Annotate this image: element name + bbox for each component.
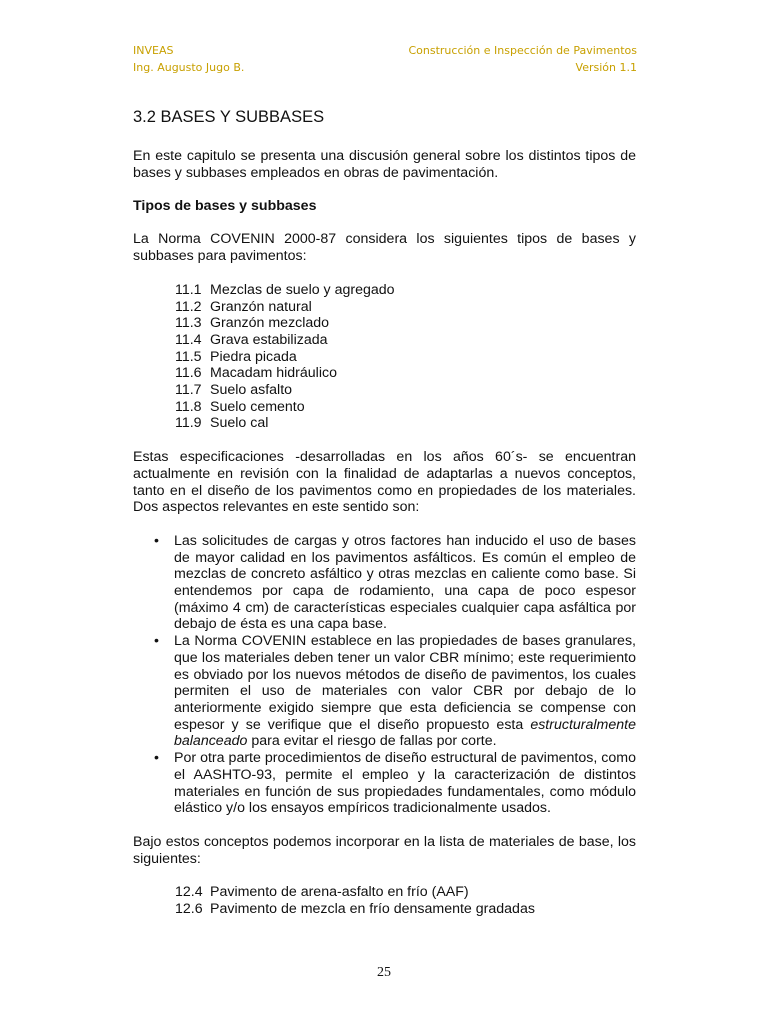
item-label: Suelo cal bbox=[210, 415, 269, 432]
header-doc-title: Construcción e Inspección de Pavimentos bbox=[408, 44, 637, 57]
item-label: Mezclas de suelo y agregado bbox=[210, 281, 395, 298]
item-number: 11.3 bbox=[175, 315, 202, 332]
list-item bbox=[175, 415, 636, 432]
bullet-text: La Norma COVENIN establece en las propiedades de bases granulares, que los materiales deben tener un valor CBR mínimo; este requerimiento es obviado por los nuevos métodos de diseño de pavimentos, los cuales permiten el uso de materiales con valor CBR por debajo de lo anteriormente exigido siempre que esta deficiencia se compense con espesor y se verifique que el diseño propuesto esta bbox=[174, 633, 636, 733]
norma-paragraph: La Norma COVENIN 2000-87 considera los siguientes tipos de bases y subbases para pavimentos: bbox=[133, 231, 636, 265]
header-right bbox=[408, 42, 637, 76]
item-label: Granzón natural bbox=[210, 298, 312, 315]
item-label: Pavimento de arena-asfalto en frío (AAF) bbox=[210, 884, 469, 901]
item-label: Macadam hidráulico bbox=[210, 365, 337, 382]
item-number: 12.6 bbox=[175, 901, 203, 918]
item-number: 11.4 bbox=[175, 331, 202, 348]
bullet-icon: • bbox=[154, 750, 159, 767]
list-item bbox=[175, 365, 636, 382]
list-item bbox=[175, 282, 636, 299]
item-label: Grava estabilizada bbox=[210, 331, 328, 348]
item-label: Suelo cemento bbox=[210, 398, 305, 415]
page-number: 25 bbox=[377, 965, 391, 980]
bullet-text: Las solicitudes de cargas y otros factores han inducido el uso de bases de mayor calidad en los pavimentos asfálticos. Es común el empleo de mezclas de concreto asfáltico y otras mezclas en caliente como base. Si entendemos por capa de rodamiento, una capa de poco espesor (máximo 4 cm) de características especiales cualquier capa asfáltica por debajo de ésta es una capa base. bbox=[174, 532, 636, 633]
bullet-icon: • bbox=[154, 633, 159, 650]
bullet-item bbox=[133, 750, 636, 817]
item-number: 11.6 bbox=[175, 365, 202, 382]
section-title: 3.2 BASES Y SUBBASES bbox=[133, 108, 325, 126]
item-label: Piedra picada bbox=[210, 348, 297, 365]
item-number: 11.2 bbox=[175, 298, 202, 315]
bullet-text-end: para evitar el riesgo de fallas por corte. bbox=[247, 733, 497, 750]
intro-paragraph: En este capitulo se presenta una discusión general sobre los distintos tipos de bases y subbases empleados en obras de pavimentación. bbox=[133, 148, 636, 181]
header-org: INVEAS bbox=[133, 44, 174, 57]
bullet-icon: • bbox=[154, 532, 159, 549]
item-number: 12.4 bbox=[175, 884, 203, 901]
list-item bbox=[175, 884, 636, 901]
header-left bbox=[133, 42, 244, 76]
list-item bbox=[175, 332, 636, 349]
header-version: Versión 1.1 bbox=[575, 61, 637, 74]
item-number: 11.1 bbox=[175, 281, 202, 298]
aspects-list bbox=[133, 533, 636, 817]
item-label: Granzón mezclado bbox=[210, 315, 330, 332]
item-number: 11.7 bbox=[175, 382, 202, 399]
base-types-list bbox=[175, 282, 636, 432]
list-item bbox=[175, 349, 636, 366]
bullet-emphasis: estructuralmente balanceado bbox=[174, 716, 636, 750]
bullet-item bbox=[133, 533, 636, 633]
item-number: 11.8 bbox=[175, 398, 202, 415]
header-author: Ing. Augusto Jugo B. bbox=[133, 61, 245, 74]
item-number: 11.9 bbox=[175, 415, 202, 432]
subsection-title: Tipos de bases y subbases bbox=[133, 198, 317, 215]
item-number: 11.5 bbox=[175, 348, 202, 365]
specs-paragraph: Estas especificaciones -desarrolladas en los años 60´s- se encuentran actualmente en revisión con la finalidad de adaptarlas a nuevos conceptos, tanto en el diseño de los pavimentos como en propiedades de los materiales. Dos aspectos relevantes en este sentido son: bbox=[133, 449, 636, 516]
bullet-item bbox=[133, 633, 636, 750]
list-item bbox=[175, 901, 636, 918]
list-item bbox=[175, 315, 636, 332]
extra-materials-list bbox=[175, 884, 636, 917]
list-item bbox=[175, 382, 636, 399]
item-label: Suelo asfalto bbox=[210, 382, 293, 399]
list-item bbox=[175, 299, 636, 316]
item-label: Pavimento de mezcla en frío densamente gradadas bbox=[210, 901, 535, 918]
page-content bbox=[133, 107, 636, 935]
list-item bbox=[175, 399, 636, 416]
bullet-text: Por otra parte procedimientos de diseño estructural de pavimentos, como el AASHTO-93, permite el empleo y la caracterización de distintos materiales en función de sus propiedades fundamentales, como módulo elástico y/o los ensayos empíricos tradicionalmente usados. bbox=[174, 750, 636, 817]
concepts-paragraph: Bajo estos conceptos podemos incorporar en la lista de materiales de base, los siguientes: bbox=[133, 833, 636, 867]
